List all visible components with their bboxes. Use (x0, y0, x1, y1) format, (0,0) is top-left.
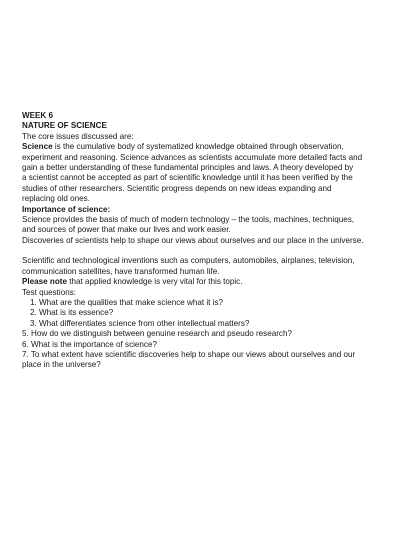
importance-line-1: Science provides the basis of much of modern technology – the tools, machines, techniques, (22, 214, 355, 224)
importance-heading: Importance of science: (22, 204, 111, 214)
question-7-line-1: 7. To what extent have scientific discoveries help to shape our views about ourselves and our (22, 349, 356, 359)
spacer (22, 246, 382, 256)
document-body (22, 111, 382, 371)
question-5: 5. How do we distinguish between genuine research and pseudo research? (22, 329, 292, 339)
week-label: WEEK 6 (22, 111, 54, 120)
science-term: Science (22, 142, 53, 152)
test-questions-heading: Test questions: (22, 287, 76, 297)
importance-line-2: and sources of power that make our lives and work easier. (22, 225, 231, 235)
question-2: 2. What is its essence? (30, 308, 114, 318)
question-1: 1. What are the qualities that make science what it is? (30, 298, 223, 308)
note-label: Please note (22, 277, 67, 287)
definition-line-5: studies of other researchers. Scientific progress depends on new ideas expanding and (22, 183, 332, 193)
definition-line-1 (22, 142, 382, 152)
intro-text: The core issues discussed are: (22, 131, 134, 141)
definition-text-1: is the cumulative body of systematized knowledge obtained through observation, (52, 142, 344, 152)
note-text: that applied knowledge is very vital for this topic. (67, 277, 243, 287)
inventions-line-1: Scientific and technological inventions such as computers, automobiles, airplanes, television, (22, 256, 355, 266)
inventions-line-2: communication satellites, have transformed human life. (22, 266, 220, 276)
document-title: NATURE OF SCIENCE (22, 121, 107, 131)
note-line (22, 277, 382, 287)
question-7-line-2: place in the universe? (22, 360, 101, 370)
importance-line-3: Discoveries of scientists help to shape our views about ourselves and our place in the universe. (22, 235, 364, 245)
definition-line-2: experiment and reasoning. Science advances as scientists accumulate more detailed facts and (22, 152, 363, 162)
definition-line-4: a scientist cannot be accepted as part of scientific knowledge until it has been verified by the (22, 173, 353, 183)
question-6: 6. What is the importance of science? (22, 339, 157, 349)
definition-line-3: gain a better understanding of these fundamental principles and laws. A theory developed by (22, 162, 354, 172)
definition-line-6: replacing old ones. (22, 194, 90, 204)
question-3: 3. What differentiates science from other intellectual matters? (30, 318, 250, 328)
